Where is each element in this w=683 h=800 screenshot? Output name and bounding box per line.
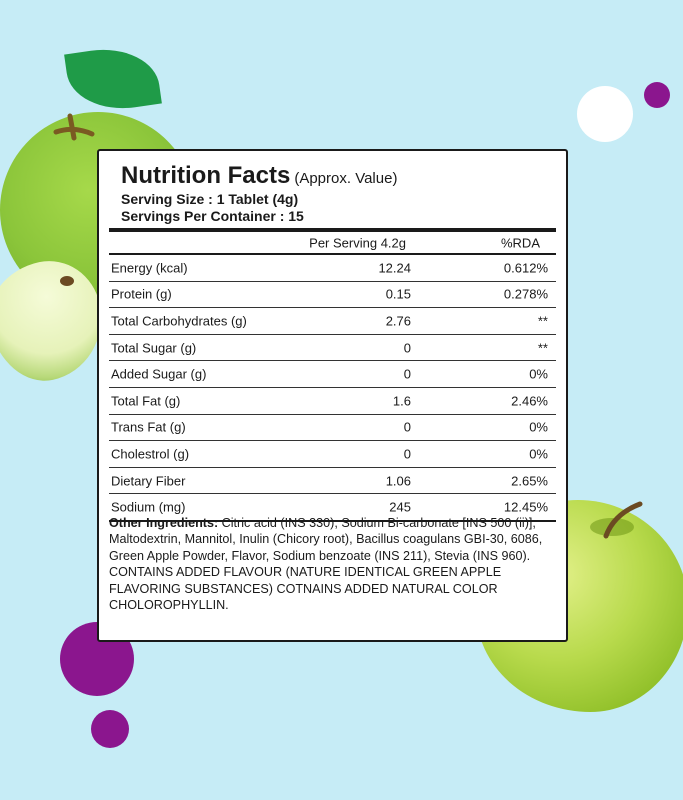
ingredients-text: Citric acid (INS 330), Sodium Bi-carbonate [INS 500 (ii)], Maltodextrin, Mannitol, Inulin (Chicory root), Bacillus coagulans GBI-30, 6086, Green Apple Powder, Flavor, Sodium benzoate (INS 211), Stevia (INS 960). [109, 516, 543, 563]
apple-stem-icon [600, 500, 646, 540]
apple-seed-icon [60, 276, 74, 286]
nutrient-name: Added Sugar (g) [111, 366, 207, 382]
table-row [109, 255, 556, 282]
rda-value: 2.65% [511, 473, 548, 489]
table-row [109, 388, 556, 415]
nutrient-name: Total Sugar (g) [111, 340, 197, 356]
rda-value: 0% [529, 419, 548, 435]
nutrient-name: Total Fat (g) [111, 393, 181, 409]
per-serving-value: 0 [403, 446, 411, 462]
per-serving-value: 12.24 [378, 260, 411, 276]
rda-value: 0% [529, 446, 548, 462]
label-title: Nutrition Facts [121, 162, 291, 189]
rda-value: 0.612% [503, 260, 548, 276]
table-row [109, 308, 556, 335]
per-serving-value: 1.6 [392, 393, 411, 409]
servings-per-container: Servings Per Container : 15 [121, 208, 304, 224]
table-row [109, 361, 556, 388]
apple-stem-icon [48, 112, 104, 146]
label-title-line [121, 162, 397, 190]
rda-value: 0% [529, 366, 548, 382]
nutrient-name: Dietary Fiber [111, 473, 186, 489]
table-row [109, 282, 556, 309]
nutrient-name: Total Carbohydrates (g) [111, 313, 247, 329]
per-serving-value: 1.06 [385, 473, 411, 489]
nutrition-facts-label [97, 149, 568, 642]
nutrient-name: Protein (g) [111, 286, 172, 302]
nutrient-name: Cholestrol (g) [111, 446, 190, 462]
table-row [109, 335, 556, 362]
label-subtitle: (Approx. Value) [294, 170, 398, 187]
ingredients-list [109, 515, 556, 564]
purple-dot-decoration [644, 82, 670, 108]
per-serving-value: 0.15 [385, 286, 411, 302]
serving-size: Serving Size : 1 Tablet (4g) [121, 191, 299, 207]
table-row [109, 415, 556, 442]
table-row [109, 468, 556, 495]
per-serving-value: 0 [403, 419, 411, 435]
white-circle-decoration [577, 86, 633, 142]
per-serving-value: 245 [389, 499, 411, 515]
apple-leaf-icon [64, 42, 162, 116]
flavour-notice: CONTAINS ADDED FLAVOUR (NATURE IDENTICAL GREEN APPLE FLAVORING SUBSTANCES) COTNAINS ADDED NATURAL COLOR CHOLOROPHYLLIN. [109, 565, 502, 613]
rda-value: ** [537, 313, 548, 329]
table-header [109, 232, 556, 255]
nutrition-table [109, 232, 556, 522]
purple-dot-decoration [91, 710, 129, 748]
nutrient-name: Energy (kcal) [111, 260, 188, 276]
rda-value: 12.45% [503, 499, 548, 515]
per-serving-value: 0 [403, 366, 411, 382]
ingredients-heading: Other Ingredients: [109, 516, 219, 530]
nutrient-name: Trans Fat (g) [111, 419, 186, 435]
table-row [109, 441, 556, 468]
per-serving-value: 0 [403, 340, 411, 356]
ingredients-section [109, 515, 556, 613]
nutrient-name: Sodium (mg) [111, 499, 186, 515]
rda-value: ** [537, 340, 548, 356]
rda-value: 2.46% [511, 393, 548, 409]
column-header-rda: %RDA [500, 235, 540, 250]
column-header-per-serving: Per Serving 4.2g [309, 235, 406, 250]
per-serving-value: 2.76 [385, 313, 411, 329]
rda-value: 0.278% [503, 286, 548, 302]
